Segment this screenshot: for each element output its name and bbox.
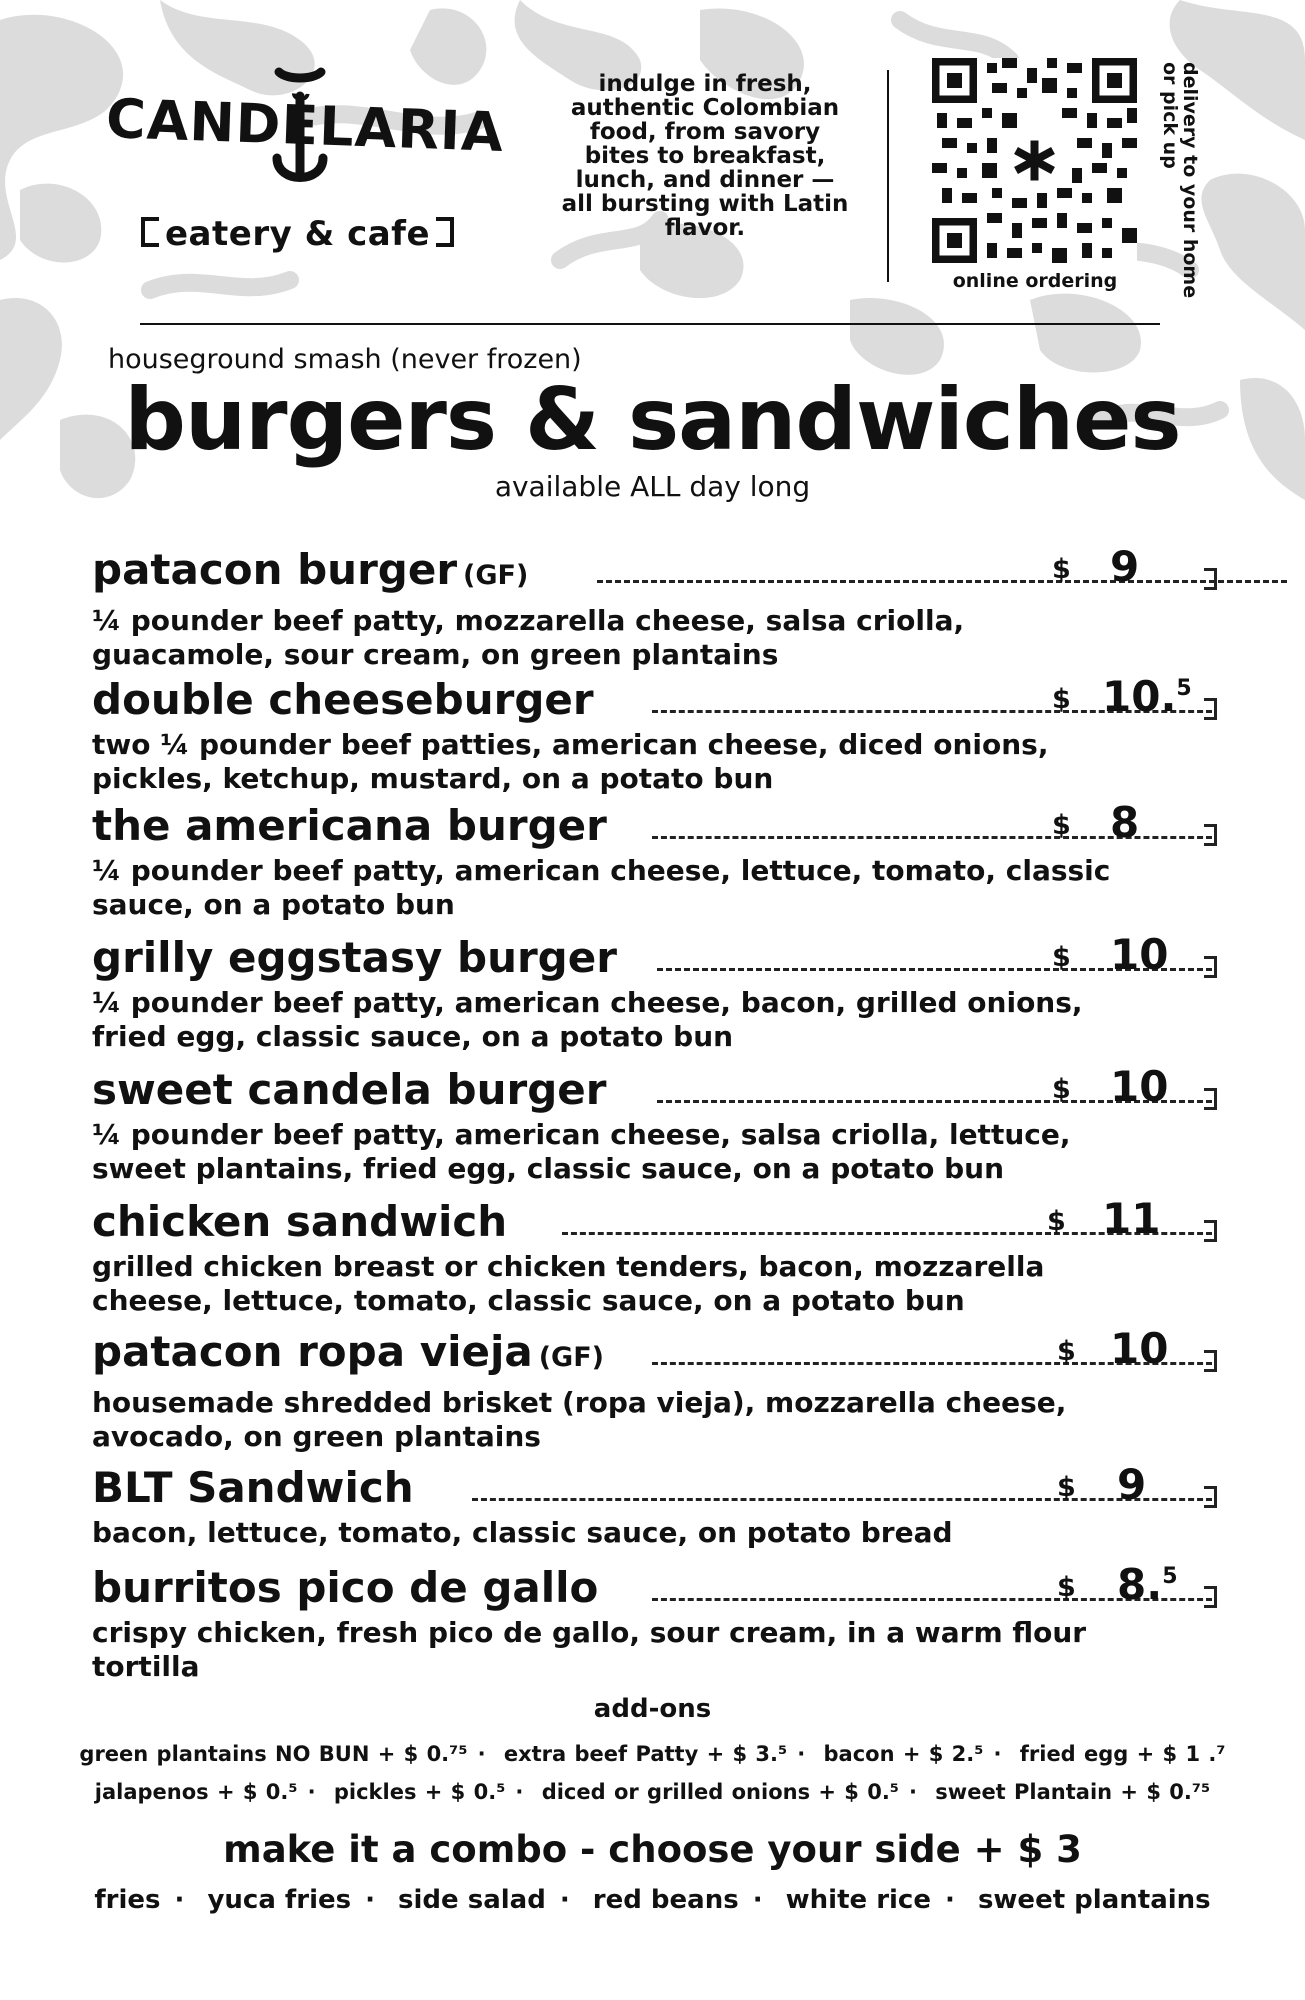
- item-description: housemade shredded brisket (ropa vieja), mozzarella cheese, avocado, on green plantains: [92, 1386, 1067, 1453]
- menu-item: [92, 1460, 1222, 1550]
- addon-item: pickles + $ 0.⁵: [333, 1780, 506, 1804]
- item-description: ¼ pounder beef patty, american cheese, bacon, grilled onions, fried egg, classic sauce, on a potato bun: [92, 986, 1083, 1053]
- menu-item: [92, 672, 1222, 796]
- item-title: chicken sandwich: [92, 1197, 508, 1246]
- addon-item: green plantains NO BUN + $ 0.⁷⁵: [79, 1742, 468, 1766]
- side-option: yuca fries: [207, 1885, 352, 1915]
- item-price: 8: [1110, 798, 1140, 847]
- addon-item: sweet Plantain + $ 0.⁷⁵: [935, 1780, 1211, 1804]
- item-tag: (GF): [463, 560, 529, 591]
- leader-end-icon: [1204, 1088, 1217, 1110]
- addons-row-2: jalapenos + $ 0.⁵ · pickles + $ 0.⁵ · diced or grilled onions + $ 0.⁵ · sweet Plantain + $ 0.⁷⁵: [94, 1780, 1211, 1804]
- leader-end-icon: [1204, 1486, 1217, 1508]
- combo-title: make it a combo - choose your side + $ 3: [223, 1828, 1082, 1871]
- brand-logo: [95, 66, 515, 266]
- item-description: bacon, lettuce, tomato, classic sauce, on potato bread: [92, 1516, 953, 1549]
- section-subtitle: houseground smash (never frozen): [108, 344, 582, 375]
- menu-item: [92, 1062, 1222, 1186]
- leader-dots: [597, 580, 1287, 583]
- item-title: double cheeseburger: [92, 675, 594, 724]
- item-name: [92, 1328, 1222, 1382]
- price-currency: $: [1052, 810, 1071, 841]
- side-option: white rice: [785, 1885, 931, 1915]
- price-currency: $: [1057, 1572, 1076, 1603]
- leader-end-icon: [1204, 698, 1217, 720]
- leader-dots: [472, 1498, 1212, 1501]
- item-title: BLT Sandwich: [92, 1463, 414, 1512]
- item-price: 9: [1117, 1460, 1147, 1509]
- delivery-text: delivery to your home or pick up: [1159, 62, 1201, 299]
- item-description: two ¼ pounder beef patties, american cheese, diced onions, pickles, ketchup, mustard, on a potato bun: [92, 728, 1049, 795]
- bracket-left-icon: [141, 217, 159, 247]
- item-name: [92, 1564, 1222, 1612]
- section-availability: available ALL day long: [494, 470, 811, 503]
- side-option: red beans: [592, 1885, 739, 1915]
- item-description: ¼ pounder beef patty, american cheese, salsa criolla, lettuce, sweet plantains, fried egg, classic sauce, on a potato bun: [92, 1118, 1071, 1185]
- addon-item: bacon + $ 2.⁵: [823, 1742, 984, 1766]
- divider-horizontal: [140, 323, 1160, 325]
- price-currency: $: [1052, 684, 1071, 715]
- brand-subline-text: eatery & cafe: [165, 214, 431, 254]
- tagline: indulge in fresh, authentic Colombian food, from savory bites to breakfast, lunch, and dinner —all bursting with Latin flavor.: [561, 71, 849, 241]
- price-currency: $: [1047, 1206, 1066, 1237]
- side-option: side salad: [398, 1885, 546, 1915]
- item-title: grilly eggstasy burger: [92, 933, 617, 982]
- item-price: 11: [1102, 1194, 1161, 1243]
- item-description: ¼ pounder beef patty, american cheese, lettuce, tomato, classic sauce, on a potato bun: [92, 854, 1111, 921]
- menu-item: [92, 1194, 1222, 1318]
- addon-item: extra beef Patty + $ 3.⁵: [503, 1742, 788, 1766]
- item-tag: (GF): [538, 1342, 604, 1373]
- menu-item: [92, 1324, 1222, 1454]
- price-currency: $: [1052, 554, 1071, 585]
- qr-code-icon[interactable]: [932, 58, 1137, 263]
- bracket-right-icon: [436, 217, 454, 247]
- item-description: ¼ pounder beef patty, mozzarella cheese, salsa criolla, guacamole, sour cream, on green plantains: [92, 604, 965, 671]
- leader-end-icon: [1204, 1586, 1217, 1608]
- divider-vertical: [887, 70, 889, 282]
- addon-item: diced or grilled onions + $ 0.⁵: [541, 1780, 899, 1804]
- menu-item: [92, 542, 1222, 672]
- menu-item: [92, 930, 1222, 1054]
- combo-sides: fries · yuca fries · side salad · red beans · white rice · sweet plantains: [94, 1885, 1211, 1915]
- item-price: 10.$^5$: [1102, 672, 1192, 721]
- item-title: sweet candela burger: [92, 1065, 607, 1114]
- price-currency: $: [1052, 942, 1071, 973]
- addon-item: jalapenos + $ 0.⁵: [94, 1780, 298, 1804]
- item-price: 8.$^5$: [1117, 1560, 1178, 1609]
- leader-end-icon: [1204, 956, 1217, 978]
- item-description: crispy chicken, fresh pico de gallo, sour cream, in a warm flour tortilla: [92, 1616, 1087, 1683]
- item-title: the americana burger: [92, 801, 607, 850]
- item-price: 10: [1110, 1062, 1169, 1111]
- menu-item: [92, 798, 1222, 922]
- leader-end-icon: [1204, 568, 1217, 590]
- item-title: patacon burger: [92, 545, 458, 594]
- price-currency: $: [1052, 1074, 1071, 1105]
- brand-name: CANDĔLARIA: [105, 87, 505, 164]
- brand-subline: [135, 214, 460, 254]
- price-currency: $: [1057, 1472, 1076, 1503]
- item-title: patacon ropa vieja: [92, 1327, 533, 1376]
- addons-title: add-ons: [593, 1694, 712, 1724]
- section-title: burgers & sandwiches: [124, 370, 1181, 470]
- item-title: burritos pico de gallo: [92, 1563, 599, 1612]
- price-currency: $: [1057, 1336, 1076, 1367]
- leader-end-icon: [1204, 824, 1217, 846]
- leader-end-icon: [1204, 1220, 1217, 1242]
- qr-label: online ordering: [952, 270, 1118, 292]
- item-description: grilled chicken breast or chicken tenders, bacon, mozzarella cheese, lettuce, tomato, classic sauce, on a potato bun: [92, 1250, 1045, 1317]
- item-name: [92, 1464, 1222, 1512]
- side-option: fries: [94, 1885, 161, 1915]
- item-price: 9: [1110, 542, 1140, 591]
- side-option: sweet plantains: [977, 1885, 1211, 1915]
- addons-row-1: green plantains NO BUN + $ 0.⁷⁵ · extra beef Patty + $ 3.⁵ · bacon + $ 2.⁵ · fried egg + $ 1 .⁷: [79, 1742, 1226, 1766]
- item-price: 10: [1110, 1324, 1169, 1373]
- addon-item: fried egg + $ 1 .⁷: [1019, 1742, 1226, 1766]
- menu-item: [92, 1560, 1222, 1684]
- item-price: 10: [1110, 930, 1169, 979]
- leader-end-icon: [1204, 1350, 1217, 1372]
